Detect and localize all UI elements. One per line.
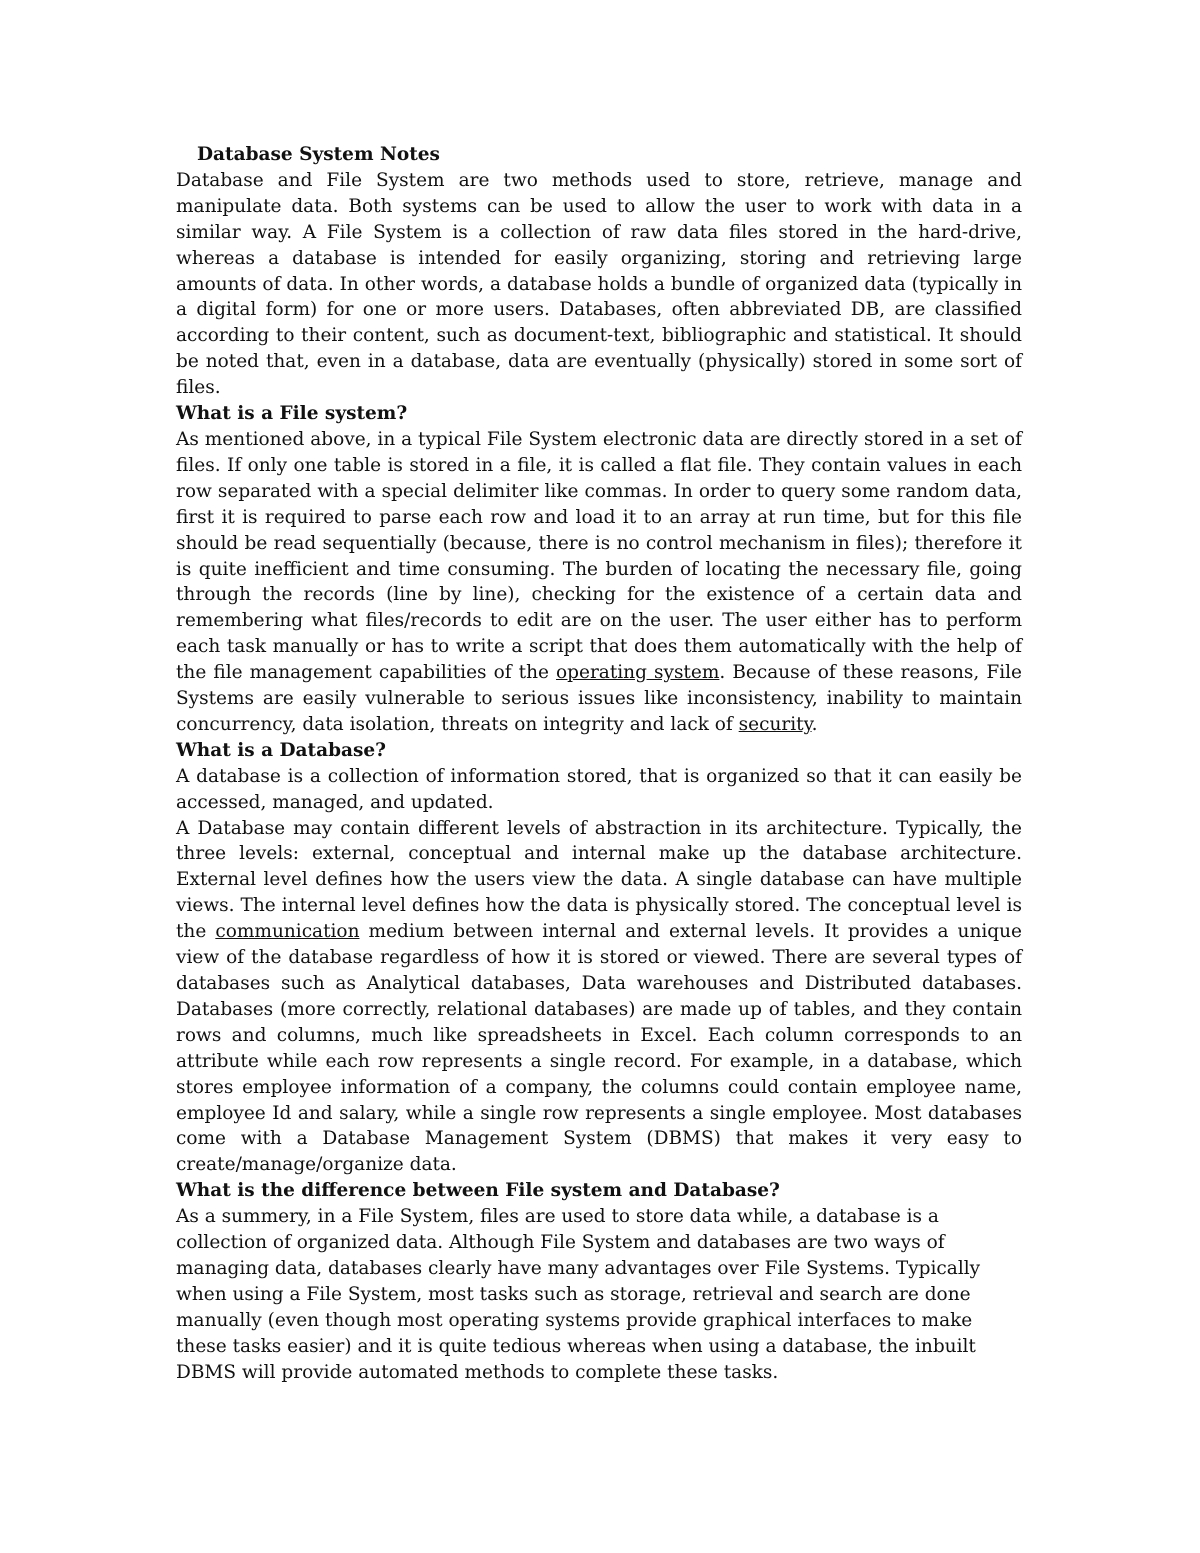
file-system-text-part-3: . bbox=[811, 713, 818, 735]
section-heading-file-system: What is a File system? bbox=[176, 403, 408, 425]
database-architecture-paragraph bbox=[176, 816, 1022, 1179]
document-title: Database System Notes bbox=[197, 144, 440, 165]
file-system-text-part-1: As mentioned above, in a typical File System electronic data are directly stored in a set of files. If only one table is stored in a file, it is called a flat file. They contain values in each row separated with a special delimiter like commas. In order to query some random data, first it is required to parse each row and load it to an array at run time, but for this file should be read sequentially (because, there is no control mechanism in files); therefore it is quite inefficient and time consuming. The burden of locating the necessary file, going through the records (line by line), checking for the existence of a certain data and remembering what files/records to edit are on the user. The user either has to perform each task manually or has to write a script that does them automatically with the help of the file management capabilities of the bbox=[176, 428, 1022, 684]
communication-link[interactable]: communication bbox=[215, 921, 360, 943]
difference-paragraph: As a summery, in a File System, files are used to store data while, a database is a collection of organized data. Although File System and databases are two ways of managing data, databases clearly have many advantages over File Systems. Typically when using a File System, most tasks such as storage, retrieval and search are done manually (even though most operating systems provide graphical interfaces to make these tasks easier) and it is quite tedious whereas when using a database, the inbuilt DBMS will provide automated methods to complete these tasks. bbox=[176, 1206, 981, 1383]
file-system-text-part-2: . Because of these reasons, File Systems are easily vulnerable to serious issues like inconsistency, inability to maintain concurrency, data isolation, threats on integrity and lack of bbox=[176, 662, 1022, 735]
intro-paragraph: Database and File System are two methods used to store, retrieve, manage and manipulate data. Both systems can be used to allow the user to work with data in a similar way. A File System is a collection of raw data files stored in the hard-drive, whereas a database is intended for easily organizing, storing and retrieving large amounts of data. In other words, a database holds a bundle of organized data (typically in a digital form) for one or more users. Databases, often abbreviated DB, are classified according to their content, such as document-text, bibliographic and statistical. It should be noted that, even in a database, data are eventually (physically) stored in some sort of files. bbox=[176, 169, 1022, 399]
operating-system-link[interactable]: operating system bbox=[556, 662, 720, 684]
database-text-part-2: medium between internal and external levels. It provides a unique view of the database regardless of how it is stored or viewed. There are several types of databases such as Analytical databases, Data warehouses and Distributed databases. Databases (more correctly, relational databases) are made up of tables, and they contain rows and columns, much like spreadsheets in Excel. Each column corresponds to an attribute while each row represents a single record. For example, in a database, which stores employee information of a company, the columns could contain employee name, employee Id and salary, while a single row represents a single employee. Most databases come with a Database Management System (DBMS) that makes it very easy to create/manage/organize data. bbox=[176, 921, 1022, 1176]
file-system-paragraph bbox=[176, 427, 1022, 738]
document-page bbox=[176, 142, 1022, 1386]
database-definition-paragraph: A database is a collection of information stored, that is organized so that it can easily be accessed, managed, and updated. bbox=[176, 765, 1022, 813]
security-link[interactable]: security bbox=[738, 713, 812, 735]
section-heading-difference: What is the difference between File system and Database? bbox=[176, 1180, 780, 1202]
section-heading-database: What is a Database? bbox=[176, 739, 387, 761]
database-text-part-1: A Database may contain different levels of abstraction in its architecture. Typically, the three levels: external, conceptual and internal make up the database architecture. External level defines how the users view the data. A single database can have multiple views. The internal level defines how the data is physically stored. The conceptual level is the bbox=[176, 817, 1022, 943]
